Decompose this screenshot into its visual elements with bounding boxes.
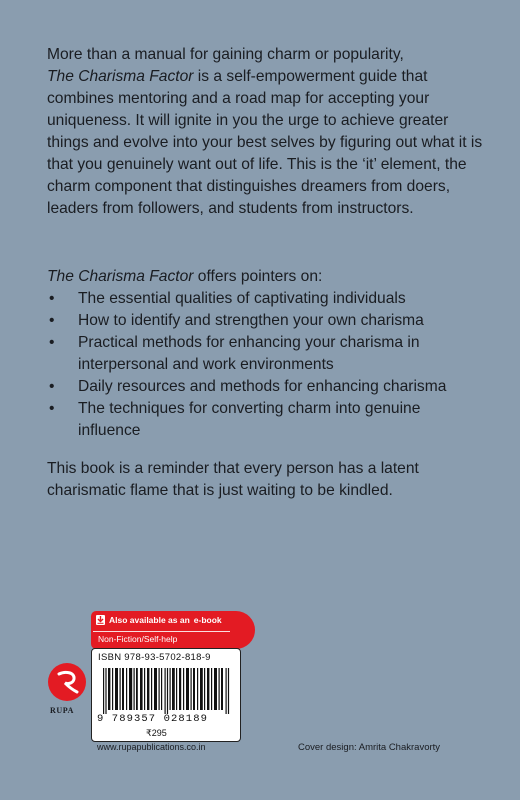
pointers-list bbox=[47, 288, 487, 442]
list-item: • How to identify and strengthen your own charisma bbox=[47, 310, 487, 332]
pointers-intro bbox=[47, 266, 322, 288]
download-icon bbox=[96, 615, 105, 625]
intro-text: offers pointers on: bbox=[197, 268, 323, 285]
rupa-logo-icon bbox=[47, 662, 87, 702]
ebook-emphasis: e-book bbox=[193, 615, 222, 625]
price-label: ₹295 bbox=[146, 728, 167, 738]
blurb-text-rest: is a self-empowerment guide that combines mentoring and a road map for accepting your uniqueness. It will ignite in you the urge to achieve greater things and evolve into your best selves by figuring out what it is that you genuinely want out of life. This is the ‘it’ element, the charm component that distinguishes dreamers from doers, leaders from followers, and students from instructors. bbox=[47, 68, 483, 217]
list-item: • The essential qualities of captivating individuals bbox=[47, 288, 487, 310]
website-link[interactable]: www.rupapublications.co.in bbox=[97, 742, 206, 752]
ebook-notice bbox=[96, 613, 222, 627]
intro-title-italic: The Charisma Factor bbox=[47, 268, 194, 285]
genre-label: Non-Fiction/Self-help bbox=[98, 634, 178, 644]
blurb-text-start: More than a manual for gaining charm or popularity, bbox=[47, 46, 404, 63]
publisher-name: RUPA bbox=[50, 706, 75, 715]
cover-credit: Cover design: Amrita Chakravorty bbox=[298, 742, 441, 753]
barcode-icon bbox=[103, 668, 231, 714]
book-title-italic: The Charisma Factor bbox=[47, 68, 194, 85]
list-item: • Practical methods for enhancing your charisma in interpersonal and work environments bbox=[47, 332, 487, 376]
barcode-digits: 9 789357 028189 bbox=[97, 713, 209, 725]
ebook-label: Also available as an bbox=[109, 615, 190, 625]
list-item: • Daily resources and methods for enhancing charisma bbox=[47, 376, 487, 398]
isbn-number: ISBN 978-93-5702-818-9 bbox=[98, 652, 211, 663]
closing-paragraph: This book is a reminder that every person has a latent charismatic flame that is just waiting to be kindled. bbox=[47, 460, 419, 499]
list-item: • The techniques for converting charm into genuine influence bbox=[47, 398, 487, 442]
genre-divider bbox=[93, 631, 230, 632]
blurb-paragraph bbox=[47, 44, 487, 220]
